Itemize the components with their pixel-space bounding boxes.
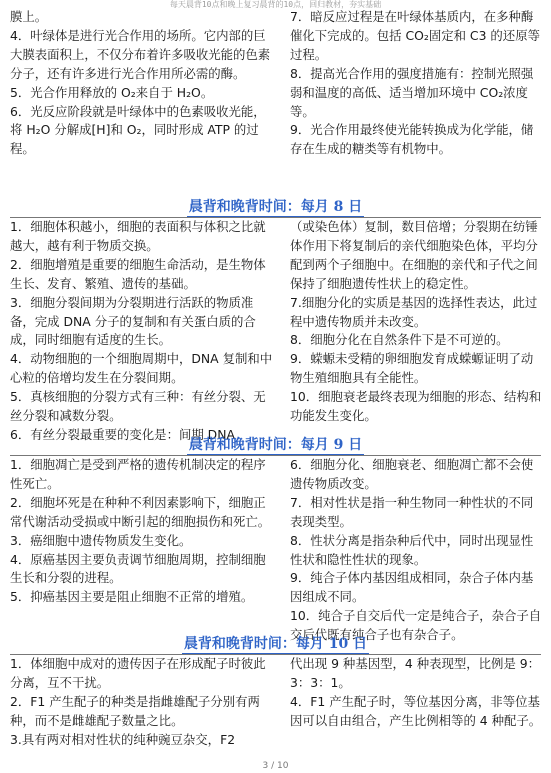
paragraph: 7.细胞分化的实质是基因的选择性表达，此过程中遗传物质并未改变。 — [290, 294, 538, 329]
paragraph: 7．暗反应过程是在叶绿体基质内，在多种酶催化下完成的。包括 CO₂固定和 C3 的还原等过程。 — [290, 9, 540, 62]
paragraph: 4．F1 产生配子时，等位基因分离，非等位基因可以自由组合，产生比例相等的 4 种配子。 — [290, 693, 542, 728]
paragraph: 6．有丝分裂最重要的变化是：间期 DNA — [10, 426, 235, 442]
paragraph: 4．叶绿体是进行光合作用的场所。它内部的巨大膜表面积上，不仅分布着许多吸收光能的色素分子，还有许多进行光合作用所必需的酶。 — [10, 27, 271, 81]
paragraph: 5．抑癌基因主要是阻止细胞不正常的增殖。 — [10, 589, 254, 605]
section-title: 晨背和晚背时间：每月 10 日 — [183, 636, 368, 652]
paragraph: （或染色体）复制，数目倍增；分裂期在纺锤体作用下将复制后的亲代细胞染色体，平均分配到两个子细胞中。在细胞的亲代和子代之间保持了细胞遗传性状上的稳定性。 — [290, 219, 538, 291]
section-10-left-column — [10, 655, 278, 750]
paragraph: 3．癌细胞中遗传物质发生变化。 — [10, 532, 192, 548]
paragraph: 3．细胞分裂间期为分裂期进行活跃的物质准备，完成 DNA 分子的复制和有关蛋白质的合成，同时细胞有适度的生长。 — [10, 294, 256, 348]
paragraph: 5．真核细胞的分裂方式有三种：有丝分裂、无丝分裂和减数分裂。 — [10, 389, 266, 424]
paragraph: 8．性状分离是指杂种后代中，同时出现显性性状和隐性性状的现象。 — [290, 532, 534, 567]
paragraph: 5．光合作用释放的 O₂来自于 H₂O。 — [10, 84, 214, 100]
paragraph: 1．细胞体积越小，细胞的表面积与体积之比就越大，越有利于物质交换。 — [10, 219, 266, 253]
paragraph: 9．纯合子体内基因组成相同，杂合子体内基因组成不同。 — [290, 570, 534, 605]
paragraph: 1．体细胞中成对的遗传因子在形成配子时彼此分离，互不干扰。 — [10, 656, 266, 690]
paragraph: 7．相对性状是指一种生物同一种性状的不同表现类型。 — [290, 494, 534, 529]
paragraph: 1．细胞凋亡是受到严格的遗传机制决定的程序性死亡。 — [10, 457, 266, 491]
paragraph: 4．动物细胞的一个细胞周期中，DNA 复制和中心粒的倍增均发生在分裂间期。 — [10, 351, 273, 386]
paragraph: 4．原癌基因主要负责调节细胞周期，控制细胞生长和分裂的进程。 — [10, 551, 266, 586]
paragraph: 膜上。 — [10, 9, 48, 24]
section-title: 晨背和晚背时间：每月 9 日 — [188, 437, 363, 453]
paragraph: 2．细胞增殖是重要的细胞生命活动，是生物体生长、发育、繁殖、遗传的基础。 — [10, 256, 266, 291]
paragraph: 10．纯合子自交后代一定是纯合子，杂合子自交后代既有纯合子也有杂合子。 — [290, 608, 542, 643]
paragraph: 8．提高光合作用的强度措施有：控制光照强弱和温度的高低、适当增加环境中 CO₂浓度等。 — [290, 65, 534, 119]
section-9-right-column — [290, 456, 544, 645]
paragraph: 代出现 9 种基因型，4 种表现型，比例是 9：3：3：1。 — [290, 656, 541, 690]
paragraph: 2．F1 产生配子的种类是指雌雄配子分别有两种，而不是雌雄配子数量之比。 — [10, 693, 260, 728]
paragraph: 2．细胞坏死是在种种不利因素影响下，细胞正常代谢活动受损或中断引起的细胞损伤和死亡。 — [10, 494, 271, 529]
section-8-right-column — [290, 218, 544, 426]
paragraph: 6．光反应阶段就是叶绿体中的色素吸收光能，将 H₂O 分解成[H]和 O₂，同时形成 ATP 的过程。 — [10, 103, 266, 157]
paragraph: 6．细胞分化、细胞衰老、细胞凋亡都不会使遗传物质改变。 — [290, 457, 534, 491]
paragraph: 9．光合作用最终使光能转换成为化学能，储存在生成的糖类等有机物中。 — [290, 122, 534, 157]
paragraph: 10．细胞衰老最终表现为细胞的形态、结构和功能发生变化。 — [290, 389, 542, 424]
section-10-right-column — [290, 655, 544, 731]
section-title: 晨背和晚背时间：每月 8 日 — [188, 199, 363, 215]
section-8-left-column — [10, 218, 278, 445]
section-9-left-column — [10, 456, 278, 607]
page-header: 每天晨背10点和晚上复习晨背的10点，回归教材，夯实基础 — [169, 0, 382, 9]
top-left-column — [10, 8, 278, 159]
paragraph: 8．细胞分化在自然条件下是不可逆的。 — [290, 332, 509, 348]
top-right-column — [290, 8, 544, 159]
paragraph: 9．蝾螈未受精的卵细胞发育成蝾螈证明了动物生殖细胞具有全能性。 — [290, 351, 534, 386]
page-number: 3 / 10 — [262, 761, 289, 771]
paragraph: 3.具有两对相对性状的纯种豌豆杂交，F2 — [10, 731, 236, 747]
